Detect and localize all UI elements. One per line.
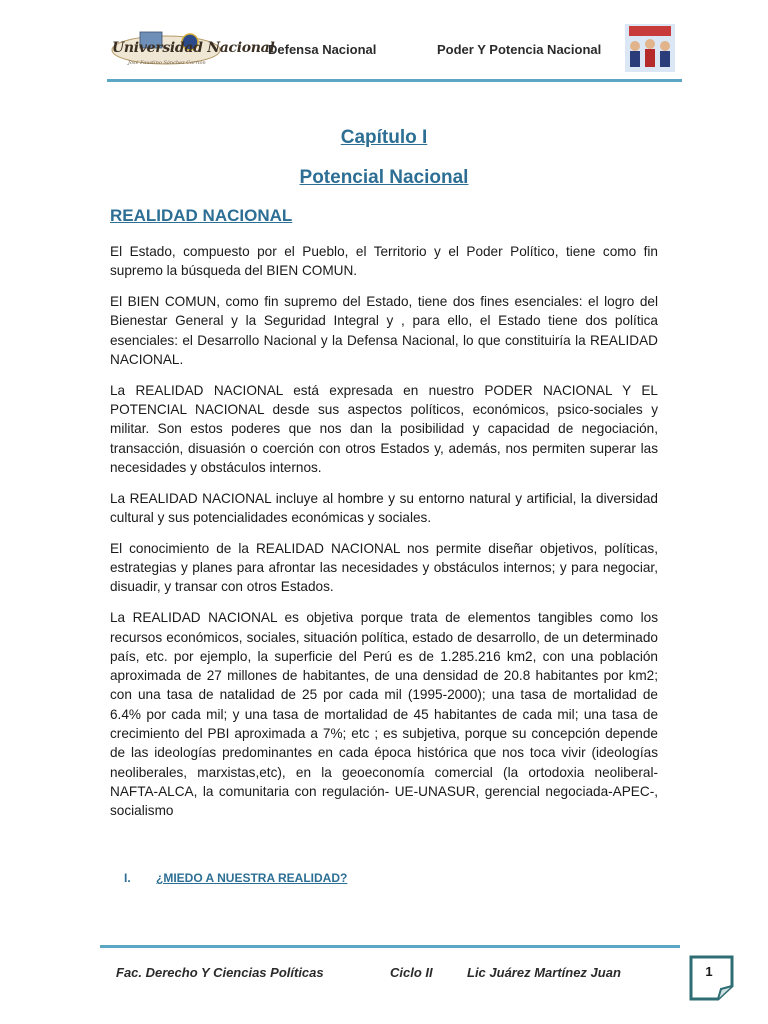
page-header [0,0,768,82]
paragraph: La REALIDAD NACIONAL incluye al hombre y su entorno natural y artificial, la diversidad cultural y sus potencialidades económicas y sociales. [110,490,658,526]
paragraph: La REALIDAD NACIONAL está expresada en nuestro PODER NACIONAL Y EL POTENCIAL NACIONAL desde sus aspectos políticos, económicos, psico-sociales y militar. Son estos poderes que nos dan la posibilidad y capacidad de negociación, transacción, disuasión o coerción con otros Estados y, además, nos permiten superar las necesidades y obstáculos internos. [110,382,658,475]
chapter-title: Potencial Nacional [299,167,469,188]
footer-faculty: Fac. Derecho Y Ciencias Políticas [116,965,324,980]
subheading-item [124,871,347,885]
footer-rule [100,945,680,948]
paragraph: La REALIDAD NACIONAL es objetiva porque trata de elementos tangibles como los recursos económicos, sociales, situación política, estado de desarrollo, de un determinado país, etc. por ejemplo, la superficie del Perú es de 1.285.216 km2, con una población aproximada de 27 millones de habitantes, de una densidad de 20.8 habitantes por km2; con una tasa de natalidad de 25 por cada mil (1995-2000); una tasa de mortalidad de 6.4% por cada mil; y una tasa de mortalidad de 45 habitantes de cada mil; una tasa de crecimiento del PBI aproximada a 7%; etc ; es subjetiva, porque su concepción depende de las ideologías predominantes en cada época histórica que nos toca vivir (ideologías neoliberales, marxistas,etc), en la geoeconomía comercial (la ortodoxia neoliberal- NAFTA-ALCA, la comunitaria con regulación- UE-UNASUR, gerencial negociada-APEC-, socialismo [110,610,658,819]
section-title: REALIDAD NACIONAL [110,206,293,225]
subheading-number: I. [124,871,131,885]
header-right-title: Poder Y Potencia Nacional [437,42,602,57]
header-left-title: Defensa Nacional [268,42,377,57]
subheading-text: ¿MIEDO A NUESTRA REALIDAD? [156,871,348,885]
logo-text: Universidad Nacional [112,40,275,56]
page-number-box [688,954,736,1002]
logo-subtext: José Faustino Sánchez Carrión [128,60,206,66]
header-rule [107,79,682,82]
paragraph: El Estado, compuesto por el Pueblo, el Territorio y el Poder Político, tiene como fin supremo la búsqueda del BIEN COMUN. [110,244,658,279]
university-logo [110,30,275,74]
chapter-heading: Capítulo I [340,127,428,148]
footer-cycle: Ciclo II [390,965,433,980]
paragraph: El conocimiento de la REALIDAD NACIONAL nos permite diseñar objetivos, políticas, estrategias y planes para afrontar las necesidades y obstáculos internos; y para negociar, disuadir, y transar con otros Estados. [110,540,658,595]
students-group-icon [625,24,675,72]
page-number: 1 [705,964,713,979]
footer-author: Lic Juárez Martínez Juan [467,965,621,980]
paragraph: El BIEN COMUN, como fin supremo del Estado, tiene dos fines esenciales: el logro del Bienestar General y la Seguridad Integral y , para ello, el Estado tiene dos política esenciales: el Desarrollo Nacional y la Defensa Nacional, lo que constituiría la REALIDAD NACIONAL. [110,294,658,367]
document-body [110,242,658,832]
